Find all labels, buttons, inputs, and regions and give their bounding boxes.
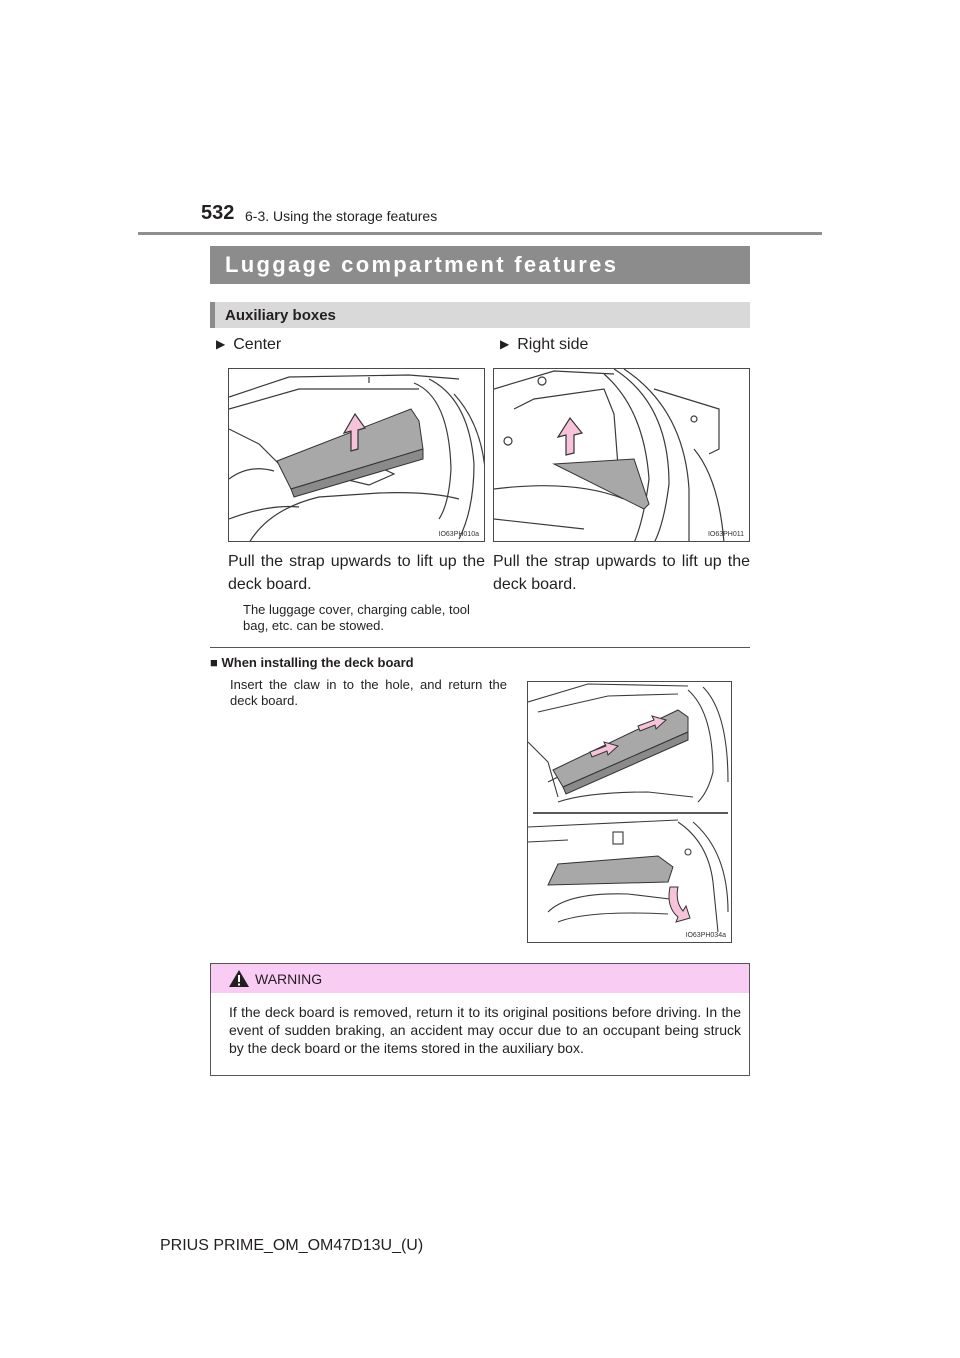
rotate-arrow-icon <box>669 887 690 922</box>
instruction-center: Pull the strap upwards to lift up the deck board. <box>228 553 485 593</box>
subheading-auxiliary-boxes: Auxiliary boxes <box>210 302 750 328</box>
section-title: 6-3. Using the storage features <box>245 208 438 224</box>
label-center: ▶ Center <box>216 336 282 353</box>
triangle-right-icon: ▶ <box>500 337 510 351</box>
square-bullet-icon: ■ <box>210 655 218 670</box>
figure-right-side <box>493 368 750 542</box>
section-separator <box>210 647 750 648</box>
footer-document-code: PRIUS PRIME_OM_OM47D13U_(U) <box>160 1237 424 1254</box>
warning-triangle-icon <box>228 969 250 988</box>
note-center: The luggage cover, charging cable, tool bag, etc. can be stowed. <box>243 602 470 633</box>
page-banner: Luggage compartment features <box>210 246 750 284</box>
header-rule <box>138 232 822 235</box>
figure-code: IO63PH011 <box>707 531 744 538</box>
warning-header <box>211 964 749 993</box>
label-right-side: ▶ Right side <box>500 336 589 353</box>
warning-box <box>210 963 750 1076</box>
up-arrow-icon <box>558 418 582 455</box>
figure-code: IO63PH010a <box>438 531 479 538</box>
triangle-right-icon: ▶ <box>216 337 226 351</box>
figure-install <box>527 681 732 943</box>
instruction-right-side: Pull the strap upwards to lift up the deck board. <box>493 553 750 593</box>
install-heading: ■ When installing the deck board <box>210 655 414 670</box>
install-text: Insert the claw in to the hole, and return the deck board. <box>230 677 507 708</box>
warning-title: WARNING <box>255 971 323 987</box>
figure-code: IO63PH034a <box>685 932 726 939</box>
figure-center <box>228 368 485 542</box>
warning-text: If the deck board is removed, return it to its original positions before driving. In the event of sudden braking, an accident may occur due to an occupant being struck by the deck board or the items stored in the auxiliary box. <box>229 1004 741 1056</box>
page-number: 532 <box>201 202 235 224</box>
